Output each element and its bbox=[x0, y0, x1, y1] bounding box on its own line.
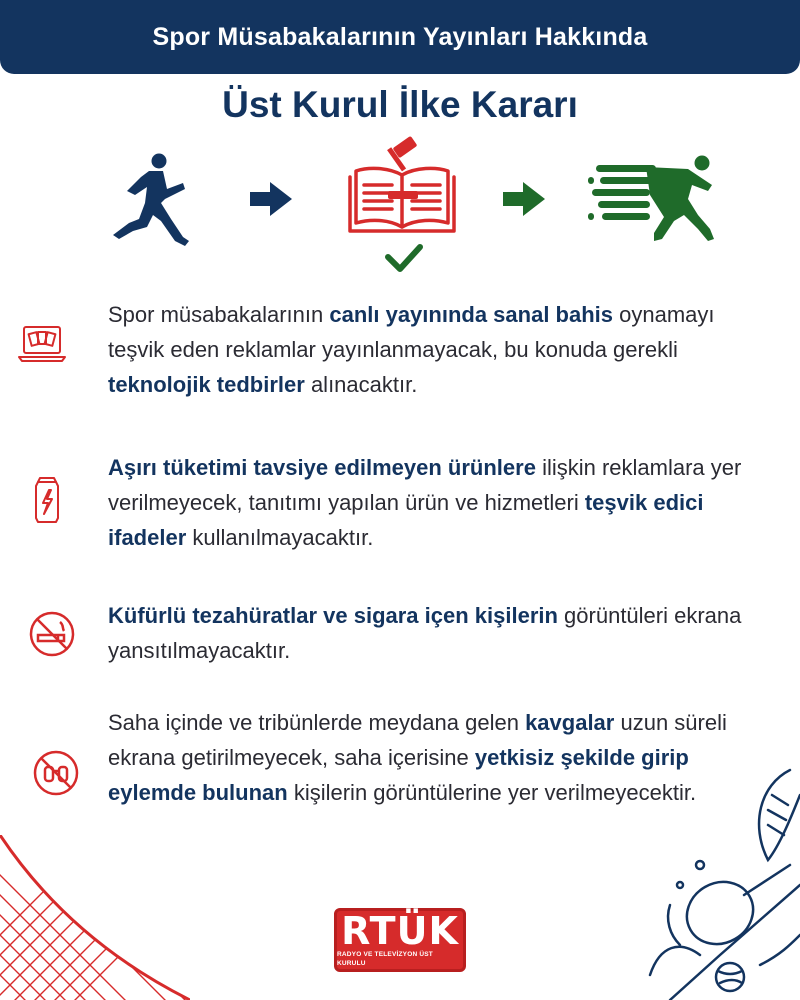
sports-equipment-decoration-icon bbox=[640, 765, 800, 1000]
law-book-gavel-icon bbox=[348, 135, 456, 235]
header-bar bbox=[0, 0, 800, 74]
laptop-cards-icon bbox=[18, 319, 66, 367]
list-item bbox=[0, 297, 800, 407]
logo-text: RTÜK bbox=[341, 909, 459, 953]
process-flow bbox=[0, 135, 800, 285]
item-text: Küfürlü tezahüratlar ve sigara içen kişilerin görüntüleri ekrana yansıtılmayacaktır. bbox=[108, 603, 742, 663]
list-item bbox=[0, 598, 800, 673]
header-title: Spor Müsabakalarının Yayınları Hakkında bbox=[152, 22, 648, 51]
no-smoking-icon bbox=[28, 610, 76, 658]
item-text: Spor müsabakalarının canlı yayınında sanal bahis oynamayı teşvik eden reklamlar yayınlanmayacak, bu konuda gerekli teknolojik tedbirler alınacaktır. bbox=[108, 302, 715, 397]
net-decoration-icon bbox=[0, 835, 190, 1000]
item-text: Saha içinde ve tribünlerde meydana gelen kavgalar uzun süreli ekrana getirilmeyecek, saha içerisine yetkisiz şekilde girip eylemde bulunan kişilerin görüntülerine yer verilmeyecektir. bbox=[108, 710, 727, 805]
energy-drink-can-icon bbox=[34, 476, 60, 524]
arrow-right-icon bbox=[503, 182, 545, 216]
check-icon bbox=[384, 243, 424, 273]
runner-icon bbox=[105, 153, 195, 248]
item-text: Aşırı tüketimi tavsiye edilmeyen ürünlere ilişkin reklamlara yer verilmeyecek, tanıtımı yapılan ürün ve hizmetleri teşvik edici ifadeler kullanılmayacaktır. bbox=[108, 455, 742, 550]
no-fighting-icon bbox=[32, 749, 80, 797]
rtuk-logo bbox=[334, 908, 466, 972]
speed-runner-icon bbox=[588, 155, 718, 250]
list-item bbox=[0, 450, 800, 560]
arrow-right-icon bbox=[250, 182, 292, 216]
logo-subtitle: RADYO VE TELEVİZYON ÜST KURULU bbox=[337, 951, 433, 967]
main-title: Üst Kurul İlke Kararı bbox=[222, 84, 578, 125]
